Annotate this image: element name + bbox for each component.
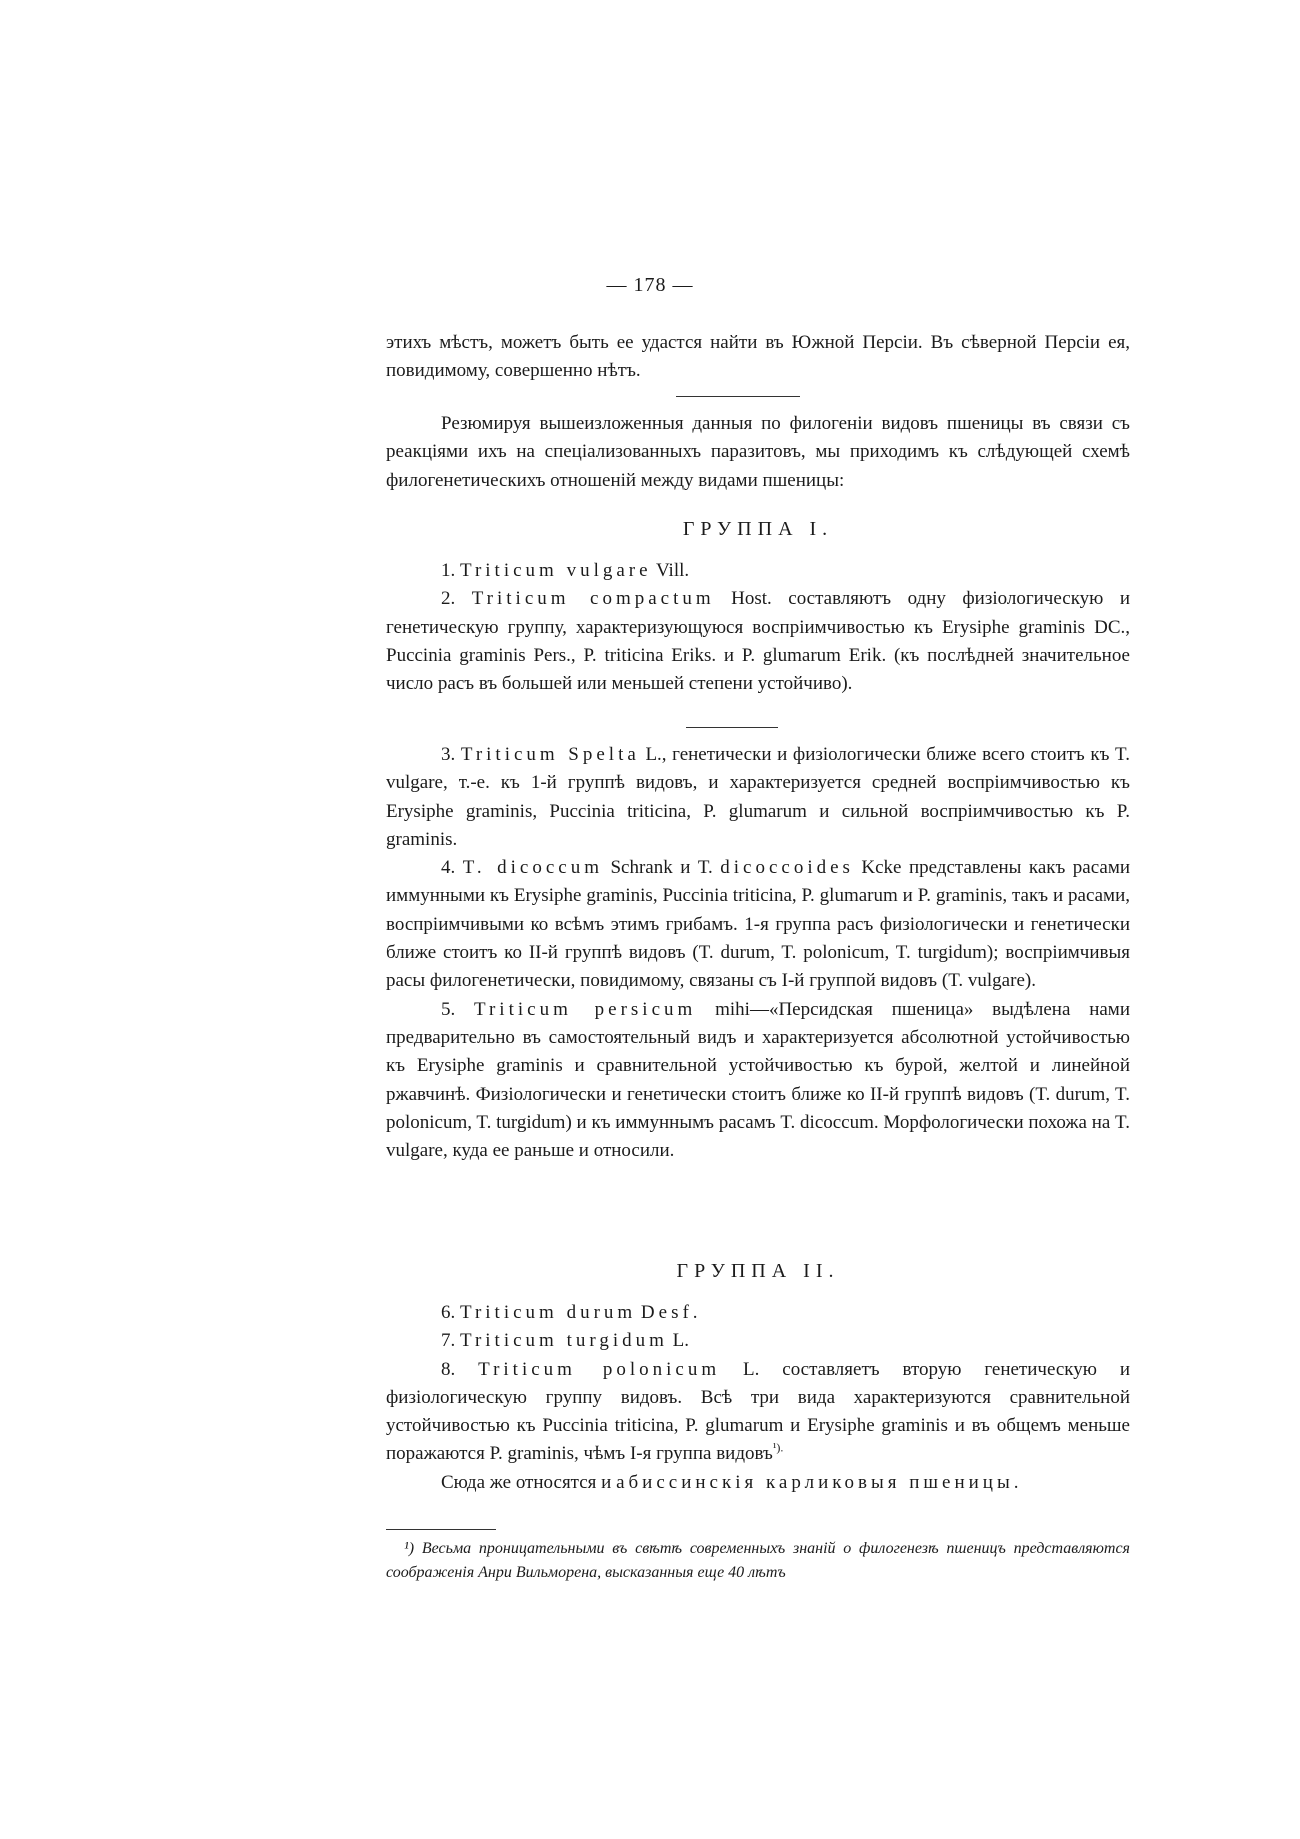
species-author: L.	[672, 1330, 689, 1352]
separator-rule	[676, 396, 800, 397]
intro-paragraph	[386, 329, 1130, 386]
list-item	[386, 1299, 1130, 1327]
item-number: 1.	[441, 560, 456, 581]
item-number: 8.	[441, 1358, 456, 1380]
group-1-list	[386, 557, 1130, 698]
item-description: L. составляетъ вторую генетическую и физіологическую группу видовъ. Всѣ три вида характеризуются сравнительной устойчивостью къ Puccinia triticina, P. glumarum и Erysiphe graminis и въ общемъ меньше поражаются P. graminis, чѣмъ I-я группа видовъ	[386, 1358, 1130, 1465]
item-description: mihi—«Персидская пшеница» выдѣлена нами предварительно въ самостоятельный видъ и характеризуется абсолютной устойчивостью къ Erysiphe graminis и сравнительной устойчивостью къ бурой, желтой и линейной ржавчинѣ. Физіологически и генетически стоитъ ближе ко II-й группѣ видовъ (T. durum, T. polonicum, T. turgidum) и къ иммуннымъ расамъ T. dicoccum. Морфологически похожа на T. vulgare, куда ее раньше и относили.	[386, 998, 1130, 1162]
item-number: 6.	[441, 1302, 456, 1323]
separator-rule	[686, 727, 778, 728]
list-item	[386, 585, 1130, 698]
species-name: Triticum Spelta	[460, 744, 640, 765]
list-item	[386, 854, 1130, 995]
list-item	[386, 557, 1130, 585]
closing-spaced-text: абиссинскія карликовыя пшеницы.	[616, 1471, 1023, 1493]
species-name: Triticum vulgare	[460, 560, 652, 581]
group-2-heading: ГРУППА II.	[676, 1260, 840, 1282]
closing-line	[386, 1469, 1130, 1497]
item-number: 3.	[441, 744, 456, 765]
footnote-mark: ¹)	[404, 1540, 415, 1557]
item-description: Host. составляютъ одну физіологическую и генетическую группу, характеризующуюся воспріимчивостью къ Erysiphe graminis DC., Puccinia graminis Pers., P. triticina Eriks. и P. glumarum Erik. (къ послѣдней значительное число расъ въ большей или меньшей степени устойчиво).	[386, 588, 1131, 695]
closing-text: Сюда же относятся и	[441, 1471, 612, 1493]
species-name: T. dicoccum	[462, 857, 603, 879]
species-name: dicoccoides	[720, 857, 854, 879]
summary-text: Резюмируя вышеизложенныя данныя по филогеніи видовъ пшеницы въ связи съ реакціями ихъ на спеціализованныхъ паразитовъ, мы приходимъ къ слѣдующей схемѣ филогенетическихъ отношеній между видами пшеницы:	[386, 413, 1130, 491]
item-number: 5.	[441, 998, 456, 1020]
item-number: 2.	[441, 588, 456, 610]
species-name: Triticum polonicum	[478, 1358, 721, 1380]
item-description: L., генетически и физіологически ближе всего стоитъ къ T. vulgare, т.-е. къ 1-й группѣ видовъ, и характеризуется средней воспріимчивостью къ Erysiphe graminis, Puccinia triticina, P. glumarum и сильной воспріимчивостью къ P. graminis.	[386, 744, 1130, 850]
list-item	[386, 1356, 1130, 1469]
group-1-list-continued	[386, 741, 1130, 1165]
item-number: 4.	[441, 857, 456, 879]
item-number: 7.	[441, 1330, 456, 1352]
species-name: Triticum turgidum	[460, 1330, 668, 1352]
species-name: Triticum persicum	[474, 998, 697, 1020]
list-item	[386, 741, 1130, 854]
summary-paragraph	[386, 410, 1130, 495]
group-2-list	[386, 1299, 1130, 1497]
page-number: — 178 —	[606, 274, 694, 296]
species-name: Triticum compactum	[471, 588, 715, 610]
intro-text: этихъ мѣстъ, можетъ быть ее удастся найти въ Южной Персіи. Въ сѣверной Персіи ея, повидимому, совершенно нѣтъ.	[386, 332, 1130, 382]
item-description: Kcke представлены какъ расами иммунными къ Erysiphe graminis, Puccinia triticina, P. glumarum и P. graminis, такъ и расами, воспріимчивыми ко всѣмъ этимъ грибамъ. 1-я группа расъ физіологически и генетически ближе стоитъ ко II-й группѣ видовъ (T. durum, T. polonicum, T. turgidum); воспріимчивыя расы филогенетически, повидимому, связаны съ I-й группой видовъ (T. vulgare).	[386, 857, 1131, 992]
footnote-paragraph	[386, 1537, 1130, 1585]
species-name: Triticum durum	[460, 1302, 637, 1323]
group-1-heading: ГРУППА I.	[682, 518, 834, 540]
footnote	[386, 1537, 1130, 1585]
species-author: Schrank и T.	[610, 857, 713, 879]
footnote-rule	[386, 1529, 496, 1530]
footnote-text: Весьма проницательными въ свѣтѣ современныхъ знаній о филогенезѣ пшеницъ представляются соображенія Анри Вильморена, высказанныя еще 40 лѣтъ	[386, 1540, 1130, 1581]
list-item	[386, 996, 1130, 1166]
footnote-reference: ¹).	[772, 1441, 784, 1456]
list-item	[386, 1327, 1130, 1355]
species-author: Vill.	[655, 560, 690, 581]
species-author: Desf.	[640, 1302, 702, 1323]
